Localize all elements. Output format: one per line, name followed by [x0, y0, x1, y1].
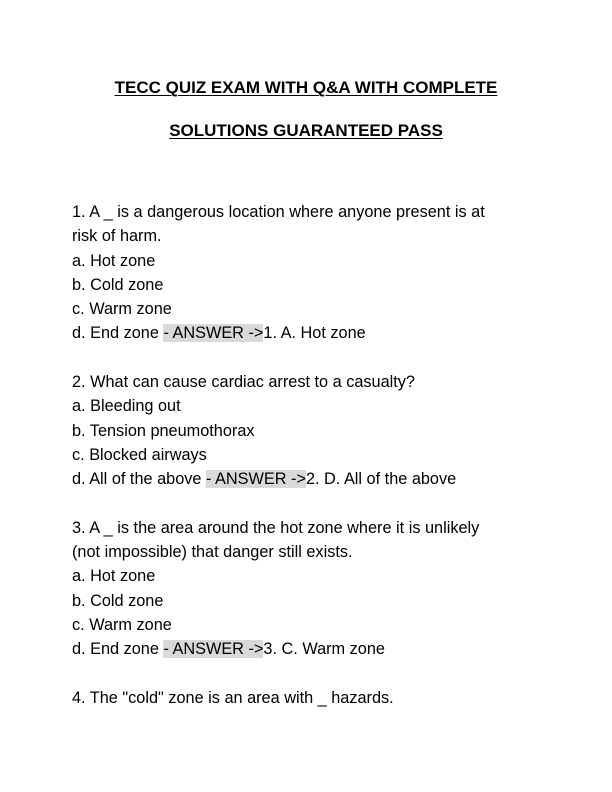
question-3-option-d: d. End zone: [72, 640, 164, 659]
question-1-option-d-row: [72, 321, 547, 345]
question-1-stem-line-2: risk of harm.: [72, 227, 162, 246]
question-2-answer: 2. D. All of the above: [305, 470, 457, 489]
question-1-option-c: c. Warm zone: [72, 300, 172, 319]
question-3-answer: 3. C. Warm zone: [263, 640, 385, 659]
question-2-option-b: b. Tension pneumothorax: [72, 421, 255, 440]
question-1-option-b: b. Cold zone: [72, 275, 164, 294]
question-1: [72, 200, 547, 346]
question-1-answer-tag: - ANSWER ->: [163, 324, 264, 343]
spacer: [72, 662, 547, 686]
question-3-option-c: c. Warm zone: [72, 616, 172, 635]
question-2-stem-line-1: 2. What can cause cardiac arrest to a casualty?: [72, 373, 415, 392]
question-1-answer: 1. A. Hot zone: [263, 324, 366, 343]
question-3-stem-line-2: (not impossible) that danger still exists.: [72, 543, 353, 562]
question-list: [72, 200, 547, 710]
question-2: [72, 370, 547, 491]
question-3-option-d-row: [72, 637, 547, 661]
document-title-line-1: TECC QUIZ EXAM WITH Q&A WITH COMPLETE: [114, 78, 498, 97]
spacer: [72, 346, 547, 370]
question-4: [72, 686, 547, 710]
question-1-option-d: d. End zone: [72, 324, 164, 343]
question-3-option-b: b. Cold zone: [72, 591, 164, 610]
spacer: [72, 492, 547, 516]
question-2-option-c: c. Blocked airways: [72, 445, 207, 464]
question-3: [72, 516, 547, 662]
question-2-option-d-row: [72, 467, 547, 491]
question-2-option-a: a. Bleeding out: [72, 397, 181, 416]
question-2-option-d: d. All of the above: [72, 470, 206, 489]
question-3-answer-tag: - ANSWER ->: [163, 640, 264, 659]
question-1-stem-line-1: 1. A _ is a dangerous location where anyone present is at: [72, 203, 485, 221]
question-1-option-a: a. Hot zone: [72, 251, 156, 270]
question-2-answer-tag: - ANSWER ->: [205, 470, 306, 489]
question-3-stem-line-1: 3. A _ is the area around the hot zone where it is unlikely: [72, 518, 480, 537]
document-title-line-2: SOLUTIONS GUARANTEED PASS: [169, 121, 443, 140]
question-3-option-a: a. Hot zone: [72, 567, 156, 586]
question-4-stem-line-1: 4. The "cold" zone is an area with _ hazards.: [72, 688, 394, 707]
